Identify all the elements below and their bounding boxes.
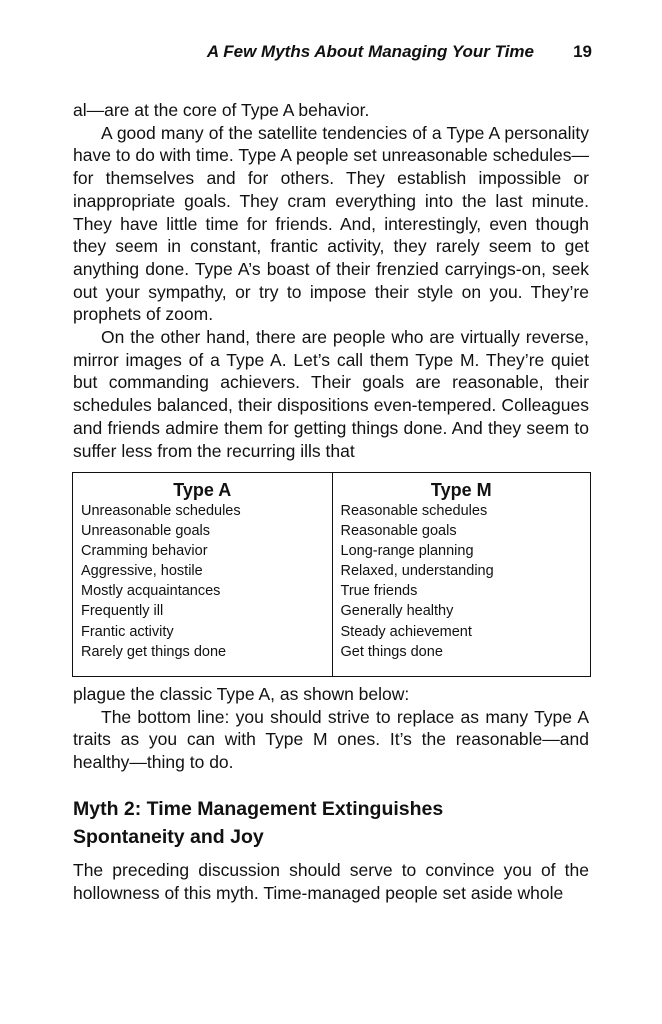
type-a-item: Cramming behavior <box>81 543 208 560</box>
paragraph-type-a-traits: A good many of the satellite tendencies of a Type A personality have to do with time. Type A people set unreasonable schedules—for themselves and for others. They establish impossible or inappropriate goals. They cram everything into the last minute. They have little time for friends. And, interestingly, even though they seem in constant, frantic activity, they rarely seem to get anything done. Type A’s boast of their frenzied carryings-on, seek out your sympathy, or try to impose their style on you. They’re prophets of zoom. <box>73 122 589 325</box>
type-a-item: Mostly acquaintances <box>81 583 221 600</box>
type-comparison-table <box>72 472 591 677</box>
type-m-list <box>341 501 591 662</box>
type-a-item: Frantic activity <box>81 623 174 640</box>
body-text-top <box>73 99 589 462</box>
type-m-column <box>332 473 591 676</box>
type-a-column <box>73 473 332 676</box>
body-text-myth-2 <box>73 859 589 904</box>
section-heading-line-1: Myth 2: Time Management Extinguishes <box>73 798 444 820</box>
type-a-item: Unreasonable schedules <box>81 503 241 519</box>
page-number: 19 <box>573 42 592 61</box>
type-a-item: Aggressive, hostile <box>81 563 203 580</box>
paragraph-continuation: al—are at the core of Type A behavior. <box>73 100 370 120</box>
type-m-item: Steady achievement <box>340 623 472 640</box>
type-m-item: Reasonable schedules <box>340 503 488 519</box>
type-a-item: Rarely get things done <box>81 643 227 660</box>
body-text-after-table <box>73 683 589 774</box>
paragraph-table-caption: plague the classic Type A, as shown below: <box>73 684 410 704</box>
running-head <box>0 40 592 66</box>
section-heading-myth-2 <box>73 795 593 851</box>
paragraph-bottom-line: The bottom line: you should strive to replace as many Type A traits as you can with Type M ones. It’s the reasonable—and healthy—thing to do. <box>73 706 589 773</box>
type-a-item: Unreasonable goals <box>81 523 210 540</box>
running-head-title: A Few Myths About Managing Your Time <box>206 42 534 61</box>
type-m-item: Get things done <box>340 643 443 660</box>
type-a-item: Frequently ill <box>81 603 164 620</box>
paragraph-type-m-intro: On the other hand, there are people who are virtually reverse, mirror images of a Type A. Let’s call them Type M. They’re quiet but commanding achievers. Their goals are reasonable, their schedules balanced, their dispositions even-tempered. Colleagues and friends admire them for getting things done. And they seem to suffer less from the recurring ills that <box>73 327 589 461</box>
type-m-item: Reasonable goals <box>340 523 457 540</box>
type-a-list <box>81 501 332 662</box>
type-m-item: True friends <box>340 583 418 600</box>
type-m-item: Generally healthy <box>340 603 454 620</box>
type-m-item: Long-range planning <box>340 543 474 560</box>
type-m-item: Relaxed, understanding <box>340 563 494 580</box>
type-m-heading: Type M <box>430 480 492 500</box>
type-a-heading: Type A <box>173 480 232 500</box>
paragraph-myth-2: The preceding discussion should serve to convince you of the hollowness of this myth. Time-managed people set aside whole <box>73 860 589 903</box>
section-heading-line-2: Spontaneity and Joy <box>73 826 264 848</box>
